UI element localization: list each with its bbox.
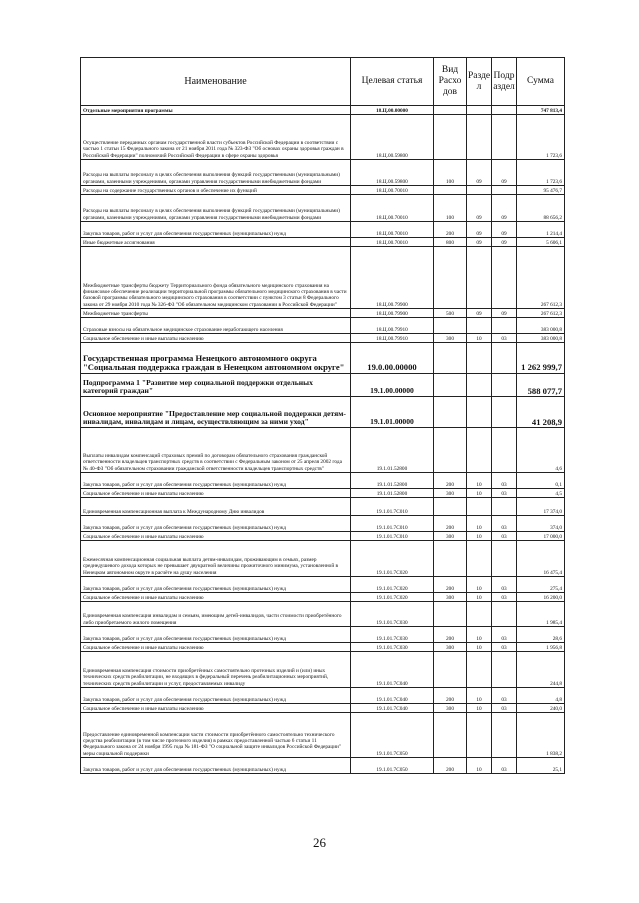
row-sum: 17 000,0 xyxy=(517,532,565,541)
row-subsection: 03 xyxy=(492,593,517,602)
row-sum: 95 476,7 xyxy=(517,186,565,195)
row-subsection: 03 xyxy=(492,334,517,343)
row-section xyxy=(467,374,492,397)
row-section: 10 xyxy=(467,627,492,643)
row-name: Расходы на выплаты персоналу в целях обеспечения выполнения функций государственными (муниципальными) органами, казенными учреждениями, органами управления государственными внебюджетными фондами xyxy=(81,195,351,222)
row-section xyxy=(467,652,492,688)
row-target-article: 19.1.01.7С010 xyxy=(351,532,434,541)
row-name: Закупка товаров, работ и услуг для обеспечения государственных (муниципальных) нужд xyxy=(81,473,351,489)
row-expense-type xyxy=(434,186,467,195)
row-expense-type xyxy=(434,713,467,758)
row-target-article: 18.Ц.00.79910 xyxy=(351,334,434,343)
row-section xyxy=(467,186,492,195)
row-sum: 747 813,4 xyxy=(517,106,565,115)
table-row xyxy=(81,106,565,115)
row-target-article: 19.1.01.7С040 xyxy=(351,704,434,713)
row-sum: 0,1 xyxy=(517,473,565,489)
table-row xyxy=(81,374,565,397)
row-expense-type xyxy=(434,106,467,115)
row-target-article: 19.1.01.52800 xyxy=(351,489,434,498)
row-subsection: 03 xyxy=(492,758,517,774)
table-row xyxy=(81,397,565,428)
row-expense-type: 300 xyxy=(434,489,467,498)
table-row xyxy=(81,713,565,758)
table-row xyxy=(81,688,565,704)
row-expense-type xyxy=(434,115,467,160)
row-subsection xyxy=(492,247,517,309)
page-number: 26 xyxy=(313,835,326,850)
row-section xyxy=(467,397,492,428)
row-subsection xyxy=(492,602,517,627)
table-row xyxy=(81,498,565,516)
row-section xyxy=(467,115,492,160)
row-target-article: 18.Ц.00.70010 xyxy=(351,222,434,238)
row-sum: 383 000,8 xyxy=(517,334,565,343)
row-target-article: 19.1.01.7С040 xyxy=(351,652,434,688)
row-target-article: 19.1.00.00000 xyxy=(351,374,434,397)
row-sum: 1 723,6 xyxy=(517,115,565,160)
budget-table xyxy=(80,57,565,774)
row-name: Иные бюджетные ассигнования xyxy=(81,238,351,247)
row-subsection xyxy=(492,428,517,473)
row-target-article: 18.Ц.00.70010 xyxy=(351,186,434,195)
table-row xyxy=(81,643,565,652)
row-subsection xyxy=(492,652,517,688)
row-sum: 1 838,2 xyxy=(517,713,565,758)
row-name: Единовременная компенсация инвалидам и семьям, имеющим детей-инвалидов, части стоимости приобретённого либо приобретаемого жилого помещения xyxy=(81,602,351,627)
row-expense-type xyxy=(434,541,467,577)
table-row xyxy=(81,238,565,247)
row-section: 10 xyxy=(467,516,492,532)
row-section: 10 xyxy=(467,688,492,704)
row-target-article: 18.Ц.00.70010 xyxy=(351,238,434,247)
row-target-article: 19.1.01.00000 xyxy=(351,397,434,428)
row-subsection xyxy=(492,106,517,115)
row-expense-type: 100 xyxy=(434,195,467,222)
row-expense-type: 200 xyxy=(434,627,467,643)
budget-table-container xyxy=(80,57,564,774)
row-expense-type: 300 xyxy=(434,593,467,602)
row-sum: 16 200,0 xyxy=(517,593,565,602)
row-sum: 374,0 xyxy=(517,516,565,532)
row-section: 09 xyxy=(467,309,492,318)
row-name: Социальное обеспечение и иные выплаты населению xyxy=(81,704,351,713)
row-name: Государственная программа Ненецкого автономного округа "Социальная поддержка граждан в Ненецком автономном округе" xyxy=(81,343,351,374)
row-sum: 1 262 999,7 xyxy=(517,343,565,374)
row-section: 10 xyxy=(467,643,492,652)
row-section: 09 xyxy=(467,160,492,186)
row-section: 10 xyxy=(467,334,492,343)
row-name: Расходы на выплаты персоналу в целях обеспечения выполнения функций государственными (муниципальными) органами, казенными учреждениями, органами управления государственными внебюджетными фондами xyxy=(81,160,351,186)
table-row xyxy=(81,343,565,374)
row-subsection: 09 xyxy=(492,160,517,186)
row-name: Расходы на содержание государственных органов и обеспечение их функций xyxy=(81,186,351,195)
row-expense-type: 200 xyxy=(434,516,467,532)
row-subsection: 03 xyxy=(492,643,517,652)
header-section: Разде л xyxy=(467,58,492,106)
row-target-article: 19.1.01.7С030 xyxy=(351,643,434,652)
table-row xyxy=(81,222,565,238)
row-expense-type xyxy=(434,374,467,397)
row-expense-type xyxy=(434,247,467,309)
row-expense-type: 800 xyxy=(434,238,467,247)
table-row xyxy=(81,532,565,541)
row-name: Закупка товаров, работ и услуг для обеспечения государственных (муниципальных) нужд xyxy=(81,516,351,532)
row-target-article: 18.Ц.00.79900 xyxy=(351,247,434,309)
row-name: Единовременная компенсационная выплата к Международному Дню инвалидов xyxy=(81,498,351,516)
row-name: Предоставление единовременной компенсации части стоимости приобретённого самостоятельно технического средства реабилитации (в том числе протезного изделия) в рамках предоставленной частью 6 статьи 11 Федерального закона от 24 ноября 1995 года № 181-ФЗ "О социальной защите инвалидов Российской Федерации" меры социальной поддержки xyxy=(81,713,351,758)
row-subsection xyxy=(492,397,517,428)
row-expense-type: 200 xyxy=(434,473,467,489)
row-section: 10 xyxy=(467,532,492,541)
row-sum: 4,5 xyxy=(517,489,565,498)
row-name: Единовременная компенсация стоимости приобретённых самостоятельно протезных изделий и (или) иных технических средств реабилитации, не входящих в федеральный перечень реабилитационных мероприятий, технических средств реабилитации и услуг, предоставляемых инвалиду xyxy=(81,652,351,688)
table-row xyxy=(81,516,565,532)
table-row xyxy=(81,186,565,195)
row-subsection: 03 xyxy=(492,577,517,593)
row-sum: 240,0 xyxy=(517,704,565,713)
row-name: Ежемесячная компенсационная социальная выплата детям-инвалидам, проживающим в семьях, размер среднедушевого дохода которых не превышает двукратной величины прожиточного минимума, установленной в Ненецком автономном округе в расчёте на душу населения xyxy=(81,541,351,577)
row-name: Социальное обеспечение и иные выплаты населению xyxy=(81,334,351,343)
row-sum: 4,8 xyxy=(517,688,565,704)
row-name: Выплаты инвалидам компенсаций страховых премий по договорам обязательного страхования гражданской ответственности владельцев транспортных средств в соответствии с Федеральным законом от 25 апреля 2002 года № 40-ФЗ "Об обязательном страховании гражданской ответственности владельцев транспортных средств" xyxy=(81,428,351,473)
row-subsection: 03 xyxy=(492,516,517,532)
row-expense-type: 300 xyxy=(434,532,467,541)
row-name: Отдельные мероприятия программы xyxy=(81,106,351,115)
table-row xyxy=(81,593,565,602)
row-sum: 28,6 xyxy=(517,627,565,643)
row-expense-type: 100 xyxy=(434,160,467,186)
row-name: Социальное обеспечение и иные выплаты населению xyxy=(81,593,351,602)
row-name: Осуществление переданных органам государственной власти субъектов Российской Федерации в соответствии с частью 1 статьи 15 Федерального закона от 21 ноября 2011 года № 323-ФЗ "Об основах охраны здоровья граждан в Российской Федерации" полномочий Российской Федерации в сфере охраны здоровья xyxy=(81,115,351,160)
table-row xyxy=(81,309,565,318)
row-section: 10 xyxy=(467,489,492,498)
row-target-article: 19.1.01.7С020 xyxy=(351,593,434,602)
table-body xyxy=(81,106,565,774)
header-name: Наименование xyxy=(81,58,351,106)
row-name: Закупка товаров, работ и услуг для обеспечения государственных (муниципальных) нужд xyxy=(81,577,351,593)
row-expense-type xyxy=(434,602,467,627)
header-sum: Сумма xyxy=(517,58,565,106)
row-subsection xyxy=(492,713,517,758)
row-subsection xyxy=(492,374,517,397)
row-target-article: 19.0.00.00000 xyxy=(351,343,434,374)
table-row xyxy=(81,489,565,498)
row-sum: 5 606,1 xyxy=(517,238,565,247)
row-section: 10 xyxy=(467,704,492,713)
row-section: 09 xyxy=(467,195,492,222)
row-target-article: 19.1.01.52800 xyxy=(351,428,434,473)
row-sum: 588 077,7 xyxy=(517,374,565,397)
row-subsection: 03 xyxy=(492,627,517,643)
row-name: Страховые взносы на обязательное медицинское страхование неработающего населения xyxy=(81,318,351,334)
row-sum: 1 956,8 xyxy=(517,643,565,652)
row-expense-type xyxy=(434,397,467,428)
row-sum: 16 475,4 xyxy=(517,541,565,577)
row-sum: 4,6 xyxy=(517,428,565,473)
row-subsection: 09 xyxy=(492,309,517,318)
row-sum: 41 208,9 xyxy=(517,397,565,428)
row-subsection xyxy=(492,343,517,374)
row-section xyxy=(467,713,492,758)
row-subsection: 03 xyxy=(492,489,517,498)
row-sum: 267 612,3 xyxy=(517,309,565,318)
table-row xyxy=(81,602,565,627)
row-target-article: 19.1.01.7С010 xyxy=(351,516,434,532)
row-subsection: 03 xyxy=(492,473,517,489)
row-subsection: 09 xyxy=(492,222,517,238)
row-target-article: 19.1.01.7С010 xyxy=(351,498,434,516)
row-expense-type: 200 xyxy=(434,688,467,704)
row-target-article: 18.Ц.00.59800 xyxy=(351,115,434,160)
row-expense-type: 200 xyxy=(434,222,467,238)
row-name: Закупка товаров, работ и услуг для обеспечения государственных (муниципальных) нужд xyxy=(81,627,351,643)
row-name: Межбюджетные трансферты xyxy=(81,309,351,318)
row-section: 10 xyxy=(467,473,492,489)
row-target-article: 19.1.01.7С050 xyxy=(351,758,434,774)
table-row xyxy=(81,704,565,713)
row-sum: 17 374,0 xyxy=(517,498,565,516)
row-subsection: 09 xyxy=(492,238,517,247)
row-target-article: 18.Ц.00.79900 xyxy=(351,309,434,318)
row-target-article: 19.1.01.7С040 xyxy=(351,688,434,704)
row-sum: 1 214,4 xyxy=(517,222,565,238)
row-sum: 244,8 xyxy=(517,652,565,688)
row-expense-type: 300 xyxy=(434,704,467,713)
row-section: 09 xyxy=(467,222,492,238)
row-sum: 25,1 xyxy=(517,758,565,774)
table-row xyxy=(81,428,565,473)
row-section xyxy=(467,541,492,577)
table-row xyxy=(81,115,565,160)
row-target-article: 18.Ц.00.00000 xyxy=(351,106,434,115)
row-section xyxy=(467,106,492,115)
row-section xyxy=(467,343,492,374)
row-name: Подпрограмма 1 "Развитие мер социальной поддержки отдельных категорий граждан" xyxy=(81,374,351,397)
row-subsection: 03 xyxy=(492,704,517,713)
row-name: Основное мероприятие "Предоставление мер социальной поддержки детям-инвалидам, инвалидам и лицам, осуществляющим за ними уход" xyxy=(81,397,351,428)
row-name: Закупка товаров, работ и услуг для обеспечения государственных (муниципальных) нужд xyxy=(81,688,351,704)
row-sum: 383 000,8 xyxy=(517,318,565,334)
row-sum: 88 656,2 xyxy=(517,195,565,222)
row-section: 09 xyxy=(467,238,492,247)
row-expense-type: 200 xyxy=(434,758,467,774)
row-name: Закупка товаров, работ и услуг для обеспечения государственных (муниципальных) нужд xyxy=(81,222,351,238)
row-name: Социальное обеспечение и иные выплаты населению xyxy=(81,489,351,498)
row-section: 10 xyxy=(467,758,492,774)
row-expense-type: 500 xyxy=(434,309,467,318)
row-target-article: 18.Ц.00.70010 xyxy=(351,195,434,222)
header-target-article: Целевая статья xyxy=(351,58,434,106)
row-name: Межбюджетные трансферты бюджету Территориального фонда обязательного медицинского страхования на финансовое обеспечение реализации территориальной программы обязательного медицинского страхования в части базовой программы обязательного медицинского страхования в соответствии с пунктом 3 статьи 8 Федерального закона от 29 ноября 2010 года № 326-ФЗ "Об обязательном медицинском страховании в Российской Федерации" xyxy=(81,247,351,309)
row-expense-type xyxy=(434,318,467,334)
table-row xyxy=(81,334,565,343)
row-subsection: 03 xyxy=(492,688,517,704)
row-subsection xyxy=(492,318,517,334)
table-row xyxy=(81,758,565,774)
table-row xyxy=(81,541,565,577)
row-section xyxy=(467,247,492,309)
table-row xyxy=(81,247,565,309)
row-subsection xyxy=(492,541,517,577)
table-row xyxy=(81,318,565,334)
row-expense-type xyxy=(434,498,467,516)
row-section xyxy=(467,602,492,627)
row-name: Закупка товаров, работ и услуг для обеспечения государственных (муниципальных) нужд xyxy=(81,758,351,774)
row-section xyxy=(467,428,492,473)
row-expense-type: 200 xyxy=(434,577,467,593)
header-subsection: Подр аздел xyxy=(492,58,517,106)
row-target-article: 18.Ц.00.59800 xyxy=(351,160,434,186)
table-row xyxy=(81,160,565,186)
row-target-article: 19.1.01.52800 xyxy=(351,473,434,489)
row-section: 10 xyxy=(467,577,492,593)
row-sum: 1 985,4 xyxy=(517,602,565,627)
table-row xyxy=(81,627,565,643)
row-section xyxy=(467,498,492,516)
row-name: Социальное обеспечение и иные выплаты населению xyxy=(81,532,351,541)
row-sum: 267 612,3 xyxy=(517,247,565,309)
row-subsection: 09 xyxy=(492,195,517,222)
row-sum: 1 723,6 xyxy=(517,160,565,186)
row-section: 10 xyxy=(467,593,492,602)
row-target-article: 19.1.01.7С020 xyxy=(351,541,434,577)
row-target-article: 19.1.01.7С050 xyxy=(351,713,434,758)
row-subsection xyxy=(492,498,517,516)
header-expense-type: Вид Расхо дов xyxy=(434,58,467,106)
row-expense-type xyxy=(434,428,467,473)
row-target-article: 19.1.01.7С030 xyxy=(351,602,434,627)
table-row xyxy=(81,652,565,688)
table-header-row xyxy=(81,58,565,106)
row-target-article: 19.1.01.7С020 xyxy=(351,577,434,593)
row-expense-type: 300 xyxy=(434,334,467,343)
row-name: Социальное обеспечение и иные выплаты населению xyxy=(81,643,351,652)
row-expense-type xyxy=(434,652,467,688)
row-sum: 275,4 xyxy=(517,577,565,593)
row-subsection xyxy=(492,186,517,195)
table-row xyxy=(81,473,565,489)
row-target-article: 19.1.01.7С030 xyxy=(351,627,434,643)
table-row xyxy=(81,195,565,222)
table-row xyxy=(81,577,565,593)
row-expense-type xyxy=(434,343,467,374)
row-target-article: 18.Ц.00.79910 xyxy=(351,318,434,334)
row-subsection: 03 xyxy=(492,532,517,541)
row-subsection xyxy=(492,115,517,160)
row-section xyxy=(467,318,492,334)
row-expense-type: 300 xyxy=(434,643,467,652)
